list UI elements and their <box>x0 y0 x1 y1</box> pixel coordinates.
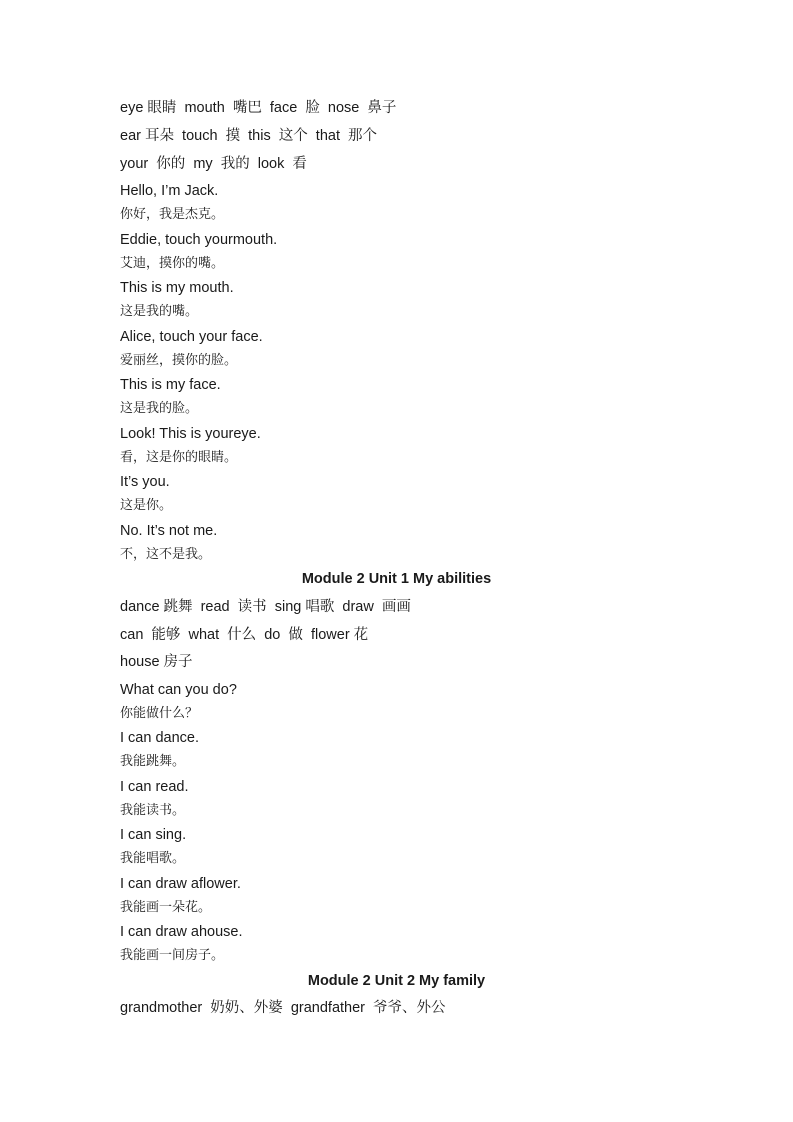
english-sentence: I can read. <box>120 779 189 795</box>
english-sentence: It’s you. <box>120 474 170 490</box>
english-sentence: I can draw aflower. <box>120 876 241 892</box>
chinese-translation: 不，这不是我。 <box>120 547 212 562</box>
chinese-translation: 我能画一间房子。 <box>120 948 225 963</box>
vocab-line: ear 耳朵 touch 摸 this 这个 that 那个 <box>120 128 378 144</box>
section-heading: Module 2 Unit 1 My abilities <box>301 571 492 587</box>
chinese-translation: 我能跳舞。 <box>120 754 186 769</box>
chinese-translation: 我能画一朵花。 <box>120 900 212 915</box>
english-sentence: What can you do? <box>120 682 237 698</box>
chinese-translation: 看，这是你的眼睛。 <box>120 450 238 465</box>
chinese-translation: 我能读书。 <box>120 803 186 818</box>
vocab-line: eye 眼睛 mouth 嘴巴 face 脸 nose 鼻子 <box>120 100 397 116</box>
chinese-translation: 这是我的脸。 <box>120 401 199 416</box>
english-sentence: No. It’s not me. <box>120 523 218 539</box>
chinese-translation: 爱丽丝，摸你的脸。 <box>120 353 238 368</box>
english-sentence: I can sing. <box>120 827 187 843</box>
english-sentence: This is my face. <box>120 377 221 393</box>
chinese-translation: 你好，我是杰克。 <box>120 207 225 222</box>
chinese-translation: 艾迪，摸你的嘴。 <box>120 256 225 271</box>
vocab-line: your 你的 my 我的 look 看 <box>120 156 307 172</box>
english-sentence: Eddie, touch yourmouth. <box>120 232 278 248</box>
english-sentence: I can draw ahouse. <box>120 924 243 940</box>
vocab-line: grandmother 奶奶、外婆 grandfather 爷爷、外公 <box>120 1000 446 1016</box>
chinese-translation: 我能唱歌。 <box>120 851 186 866</box>
english-sentence: Alice, touch your face. <box>120 329 263 345</box>
english-sentence: This is my mouth. <box>120 280 234 296</box>
english-sentence: I can dance. <box>120 730 199 746</box>
chinese-translation: 你能做什么？ <box>120 706 199 721</box>
chinese-translation: 这是你。 <box>120 498 173 513</box>
vocab-line: house 房子 <box>120 654 193 670</box>
english-sentence: Look! This is youreye. <box>120 426 261 442</box>
english-sentence: Hello, I’m Jack. <box>120 183 219 199</box>
vocab-line: can 能够 what 什么 do 做 flower 花 <box>120 627 369 643</box>
chinese-translation: 这是我的嘴。 <box>120 304 199 319</box>
vocab-line: dance 跳舞 read 读书 sing 唱歌 draw 画画 <box>120 599 411 615</box>
section-heading: Module 2 Unit 2 My family <box>307 973 486 989</box>
